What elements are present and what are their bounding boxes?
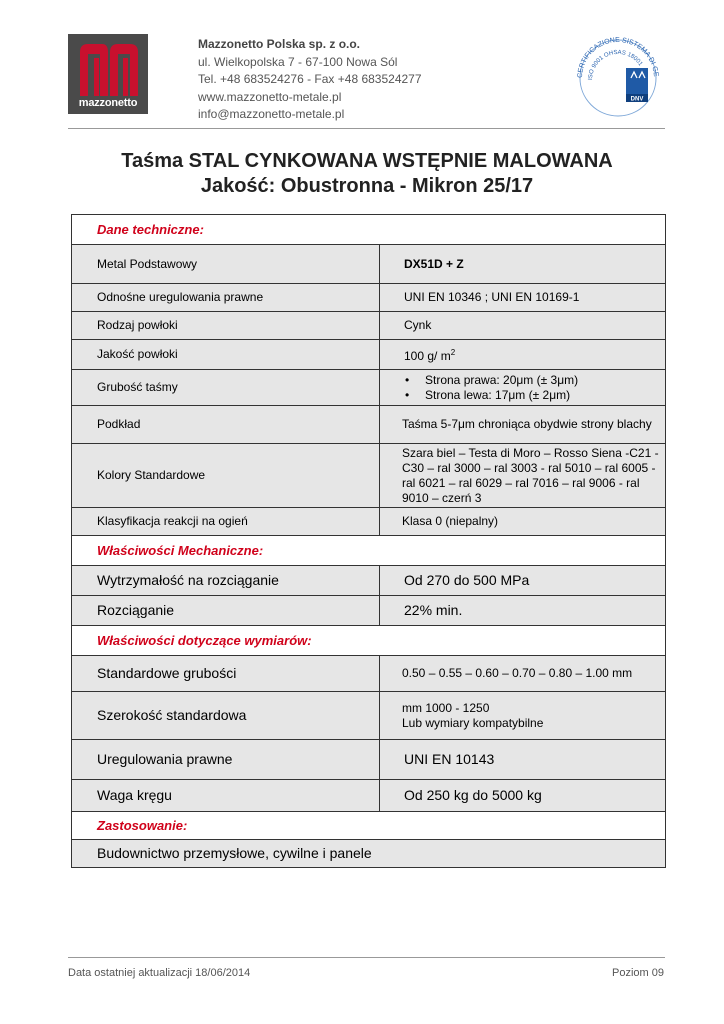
width-value: mm 1000 - 1250	[402, 700, 490, 715]
row-value: 22% min.	[380, 596, 666, 626]
table-row	[72, 508, 666, 536]
table-row	[72, 656, 666, 692]
row-label: Rodzaj powłoki	[72, 312, 380, 340]
row-value: Od 270 do 500 MPa	[380, 566, 666, 596]
logo-text: mazzonetto	[78, 97, 138, 109]
cert-inner-text: ISO 9001 OHSAS 18001	[587, 49, 644, 81]
width-note: Lub wymiary kompatybilne	[402, 715, 544, 730]
row-label: Standardowe grubości	[72, 656, 380, 692]
row-label: Metal Podstawowy	[72, 245, 380, 284]
row-value	[380, 370, 666, 406]
row-value: UNI EN 10143	[380, 740, 666, 780]
row-label: Szerokość standardowa	[72, 692, 380, 740]
row-value: Klasa 0 (niepalny)	[380, 508, 666, 536]
section-usage	[72, 812, 666, 840]
row-label: Uregulowania prawne	[72, 740, 380, 780]
list-item: • Strona prawa: 20μm (± 3μm)	[405, 373, 657, 388]
footer-divider	[68, 957, 665, 958]
cert-ring-text: CERTIFICAZIONE SISTEMA DI GE	[576, 36, 660, 79]
coating-superscript: 2	[450, 348, 456, 357]
row-label: Wytrzymałość na rozciąganie	[72, 566, 380, 596]
table-row	[72, 566, 666, 596]
list-item: • Strona lewa: 17μm (± 2μm)	[405, 388, 657, 403]
section-dimensions	[72, 626, 666, 656]
certification-seal-icon	[568, 28, 668, 118]
row-label: Grubość taśmy	[72, 370, 380, 406]
certification-seal	[568, 28, 668, 123]
company-email[interactable]: info@mazzonetto-metale.pl	[198, 107, 345, 121]
coating-value: 100 g/ m	[404, 349, 451, 363]
footer-updated: Data ostatniej aktualizacji 18/06/2014	[68, 967, 251, 979]
row-label: Kolory Standardowe	[72, 444, 380, 508]
table-row	[72, 780, 666, 812]
footer-level: Poziom 09	[612, 967, 664, 979]
row-value: UNI EN 10346 ; UNI EN 10169-1	[380, 284, 666, 312]
header-divider	[68, 128, 665, 129]
section-title: Dane techniczne:	[72, 215, 666, 245]
table-row	[72, 444, 666, 508]
table-row	[72, 840, 666, 868]
row-value: Od 250 kg do 5000 kg	[380, 780, 666, 812]
row-value	[380, 340, 666, 370]
section-title: Właściwości dotyczące wymiarów:	[72, 626, 666, 656]
row-value: Taśma 5-7μm chroniąca obydwie strony blachy	[380, 406, 666, 444]
section-title: Właściwości Mechaniczne:	[72, 536, 666, 566]
row-value	[380, 692, 666, 740]
table-row	[72, 692, 666, 740]
company-name: Mazzonetto Polska sp. z o.o.	[198, 37, 361, 51]
table-row	[72, 596, 666, 626]
section-technical	[72, 215, 666, 245]
row-label: Rozciąganie	[72, 596, 380, 626]
table-row	[72, 245, 666, 284]
table-row	[72, 370, 666, 406]
company-logo	[68, 34, 148, 114]
thickness-list	[404, 373, 657, 403]
company-phone: Tel. +48 683524276 - Fax +48 683524277	[198, 72, 422, 86]
row-label: Waga kręgu	[72, 780, 380, 812]
table-row	[72, 740, 666, 780]
company-info	[198, 36, 422, 124]
title-line-2: Jakość: Obustronna - Mikron 25/17	[200, 175, 534, 197]
row-label: Podkład	[72, 406, 380, 444]
page-title	[0, 149, 724, 199]
cert-badge-text: DNV	[630, 96, 644, 103]
row-value: Cynk	[380, 312, 666, 340]
row-label: Klasyfikacja reakcji na ogień	[72, 508, 380, 536]
table-row	[72, 406, 666, 444]
section-mechanical	[72, 536, 666, 566]
usage-text: Budownictwo przemysłowe, cywilne i panele	[72, 840, 666, 868]
company-website[interactable]: www.mazzonetto-metale.pl	[198, 89, 342, 104]
company-address: ul. Wielkopolska 7 - 67-100 Nowa Sól	[198, 54, 398, 69]
row-label: Odnośne uregulowania prawne	[72, 284, 380, 312]
row-value: Szara biel – Testa di Moro – Rosso Siena -C21 - C30 – ral 3000 – ral 3003 - ral 5010 – ral 6005 - ral 6021 – ral 6029 – ral 7016 – ral 9006 - ral 9010 – czerń 3	[380, 444, 666, 508]
section-title: Zastosowanie:	[72, 812, 666, 840]
row-label: Jakość powłoki	[72, 340, 380, 370]
table-row	[72, 340, 666, 370]
row-value: 0.50 – 0.55 – 0.60 – 0.70 – 0.80 – 1.00 mm	[380, 656, 666, 692]
title-line-1: Taśma STAL CYNKOWANA WSTĘPNIE MALOWANA	[121, 150, 613, 172]
table-row	[72, 312, 666, 340]
row-value: DX51D + Z	[380, 245, 666, 284]
spec-table	[71, 214, 666, 868]
table-row	[72, 284, 666, 312]
